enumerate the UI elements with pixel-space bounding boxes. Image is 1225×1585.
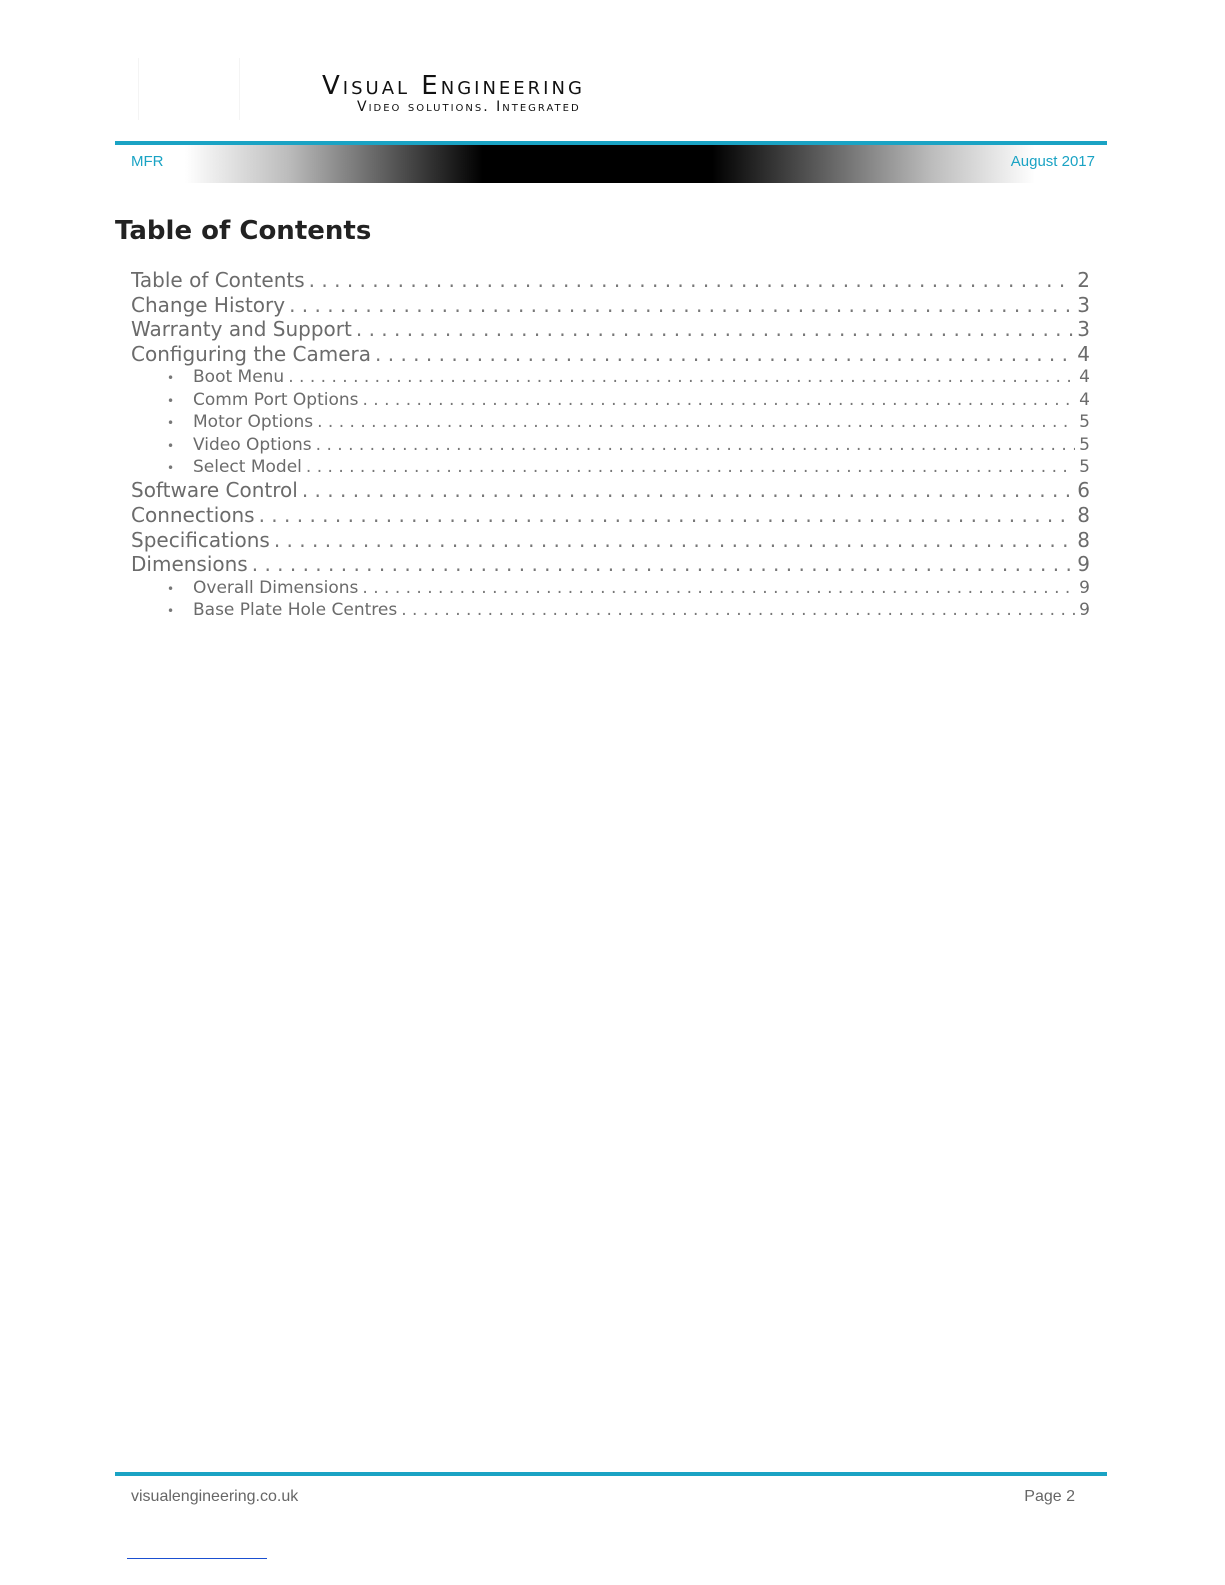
toc-entry-label: Select Model [193, 456, 302, 477]
toc-page-number: 8 [1077, 527, 1090, 552]
toc-entry-label: Change History [131, 292, 286, 317]
toc-entry-label: Boot Menu [193, 367, 285, 388]
toc-page-number: 9 [1079, 600, 1090, 621]
footnote-link-underline [127, 1558, 267, 1559]
toc-entry-label: Connections [131, 502, 255, 527]
toc-dot-leader [259, 503, 1074, 528]
header-date: August 2017 [1010, 153, 1095, 170]
toc-entry[interactable] [131, 478, 1090, 503]
toc-subentry[interactable] [131, 366, 1090, 388]
bullet-icon: • [167, 460, 175, 475]
toc-dot-leader [317, 411, 1075, 433]
toc-entry[interactable] [131, 528, 1090, 553]
toc-entry[interactable] [131, 268, 1090, 293]
toc-page-number: 8 [1077, 502, 1090, 527]
header-product-code: MFR [131, 153, 164, 170]
toc-entry[interactable] [131, 552, 1090, 577]
footer-rule [115, 1472, 1107, 1476]
bullet-icon: • [167, 416, 175, 431]
toc-page-number: 9 [1077, 552, 1090, 577]
bullet-icon: • [167, 438, 175, 453]
bullet-icon: • [167, 604, 175, 619]
toc-entry-label: Video Options [193, 434, 312, 455]
toc-subentry[interactable] [131, 577, 1090, 599]
toc-entry-label: Software Control [131, 478, 298, 503]
toc-dot-leader [289, 293, 1073, 318]
toc-entry-label: Base Plate Hole Centres [193, 600, 398, 621]
toc-dot-leader [252, 552, 1074, 577]
toc-page-number: 3 [1077, 292, 1090, 317]
toc-dot-leader [274, 528, 1073, 553]
toc-entry-label: Configuring the Camera [131, 341, 372, 366]
toc-dot-leader [309, 268, 1074, 293]
toc-subentry[interactable] [131, 389, 1090, 411]
toc-page-number: 4 [1079, 389, 1090, 410]
toc-dot-leader [375, 342, 1073, 367]
toc-dot-leader [356, 317, 1073, 342]
toc-entry[interactable] [131, 293, 1090, 318]
toc-entry-label: Dimensions [131, 552, 248, 577]
toc-subentry[interactable] [131, 411, 1090, 433]
header-gradient-band [185, 145, 1035, 183]
toc-page-number: 2 [1077, 268, 1090, 292]
toc-subentry[interactable] [131, 599, 1090, 621]
toc-dot-leader [302, 478, 1073, 503]
toc-subentry[interactable] [131, 434, 1090, 456]
table-of-contents [131, 268, 1090, 621]
toc-page-number: 5 [1079, 456, 1090, 477]
toc-dot-leader [306, 456, 1075, 478]
toc-dot-leader [316, 434, 1076, 456]
toc-page-number: 5 [1079, 434, 1090, 455]
toc-dot-leader [288, 366, 1075, 388]
toc-page-number: 4 [1079, 367, 1090, 388]
toc-entry-label: Comm Port Options [193, 389, 359, 410]
toc-dot-leader [401, 599, 1075, 621]
toc-entry-label: Table of Contents [131, 268, 305, 292]
toc-entry[interactable] [131, 503, 1090, 528]
toc-entry[interactable] [131, 342, 1090, 367]
toc-page-number: 6 [1077, 478, 1090, 503]
toc-page-number: 5 [1079, 412, 1090, 433]
company-logo [138, 58, 240, 120]
toc-entry-label: Warranty and Support [131, 317, 352, 342]
toc-page-number: 9 [1079, 577, 1090, 598]
toc-dot-leader [363, 389, 1076, 411]
footer-page-number: Page 2 [1024, 1488, 1075, 1505]
toc-page-number: 3 [1077, 317, 1090, 342]
brand-title: Visual Engineering [322, 71, 585, 101]
footer-website: visualengineering.co.uk [131, 1488, 299, 1505]
toc-entry-label: Specifications [131, 527, 270, 552]
toc-entry-label: Overall Dimensions [193, 577, 359, 598]
bullet-icon: • [167, 371, 175, 386]
toc-dot-leader [362, 577, 1075, 599]
toc-subentry[interactable] [131, 456, 1090, 478]
toc-entry-label: Motor Options [193, 412, 314, 433]
toc-entry[interactable] [131, 317, 1090, 342]
brand-tagline: Video solutions. Integrated [357, 99, 581, 115]
page-title: Table of Contents [115, 216, 372, 246]
bullet-icon: • [167, 581, 175, 596]
toc-page-number: 4 [1077, 341, 1090, 366]
bullet-icon: • [167, 393, 175, 408]
